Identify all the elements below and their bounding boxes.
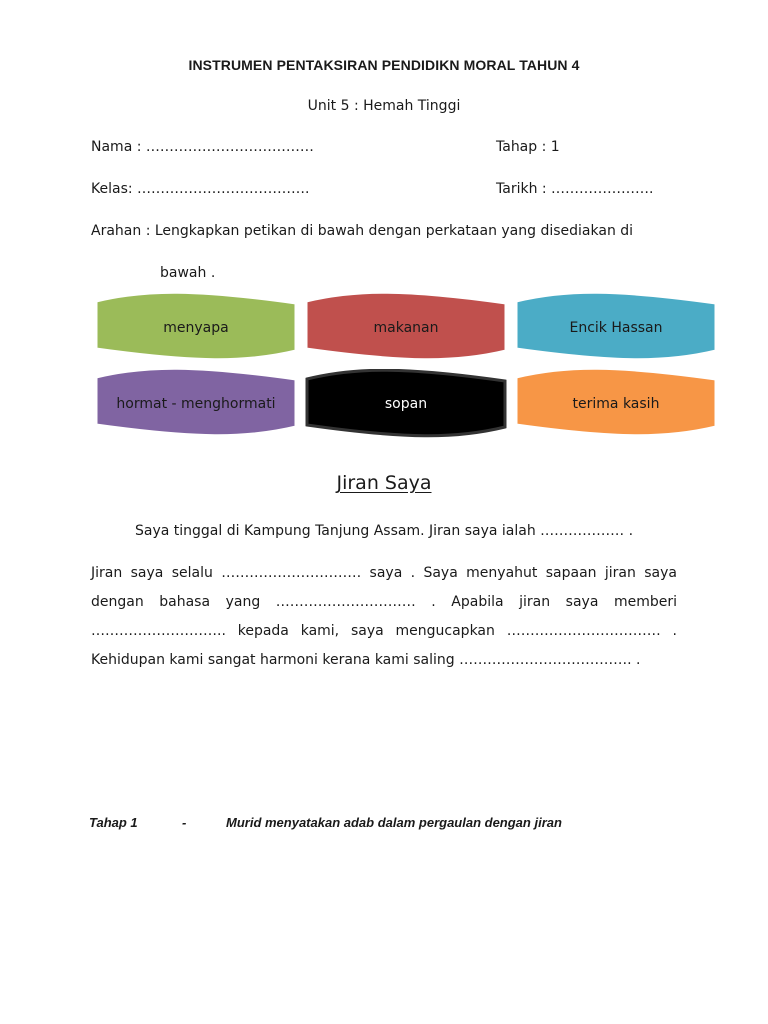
word-banner-hormat-menghormati: [94, 369, 298, 439]
word-label: Encik Hassan: [569, 320, 663, 336]
passage-line-1: Saya tinggal di Kampung Tanjung Assam. Jiran saya ialah ……………… .: [135, 523, 634, 539]
date-field: Tarikh : ………………….: [496, 181, 654, 197]
word-label: terima kasih: [572, 396, 660, 412]
word-label: makanan: [373, 320, 439, 336]
word-banner-sopan: [304, 369, 508, 439]
name-field: Nama : ………………………………: [91, 139, 314, 155]
passage-line-2: Jiran saya selalu ………………………… saya . Saya menyahut sapaan jiran saya: [91, 565, 677, 581]
passage-line-3: dengan bahasa yang ………………………… . Apabila jiran saya memberi: [91, 594, 677, 610]
word-banner-encik-hassan: [514, 293, 718, 363]
word-banner-makanan: [304, 293, 508, 363]
word-label: menyapa: [163, 320, 229, 336]
word-label: sopan: [384, 396, 428, 412]
passage-heading: Jiran Saya: [336, 472, 432, 494]
instruction-line-2: bawah .: [160, 265, 216, 281]
document-title: INSTRUMEN PENTAKSIRAN PENDIDIKN MORAL TAHUN 4: [188, 57, 580, 73]
word-banner-menyapa: [94, 293, 298, 363]
passage-line-5: Kehidupan kami sangat harmoni kerana kami saling ………………………………. .: [91, 652, 641, 668]
footer-dash: -: [182, 815, 187, 830]
level-field: Tahap : 1: [496, 139, 560, 155]
unit-subtitle: Unit 5 : Hemah Tinggi: [307, 98, 461, 114]
instruction-line-1: Arahan : Lengkapkan petikan di bawah dengan perkataan yang disediakan di: [91, 223, 634, 239]
passage-line-4: ……………………….. kepada kami, saya mengucapkan …………………………… .: [91, 623, 677, 639]
word-label: hormat - menghormati: [116, 396, 276, 412]
footer-level: Tahap 1: [89, 815, 138, 830]
footer-description: Murid menyatakan adab dalam pergaulan dengan jiran: [226, 815, 562, 830]
class-field: Kelas: ……………………………….: [91, 181, 310, 197]
word-banner-terima-kasih: [514, 369, 718, 439]
